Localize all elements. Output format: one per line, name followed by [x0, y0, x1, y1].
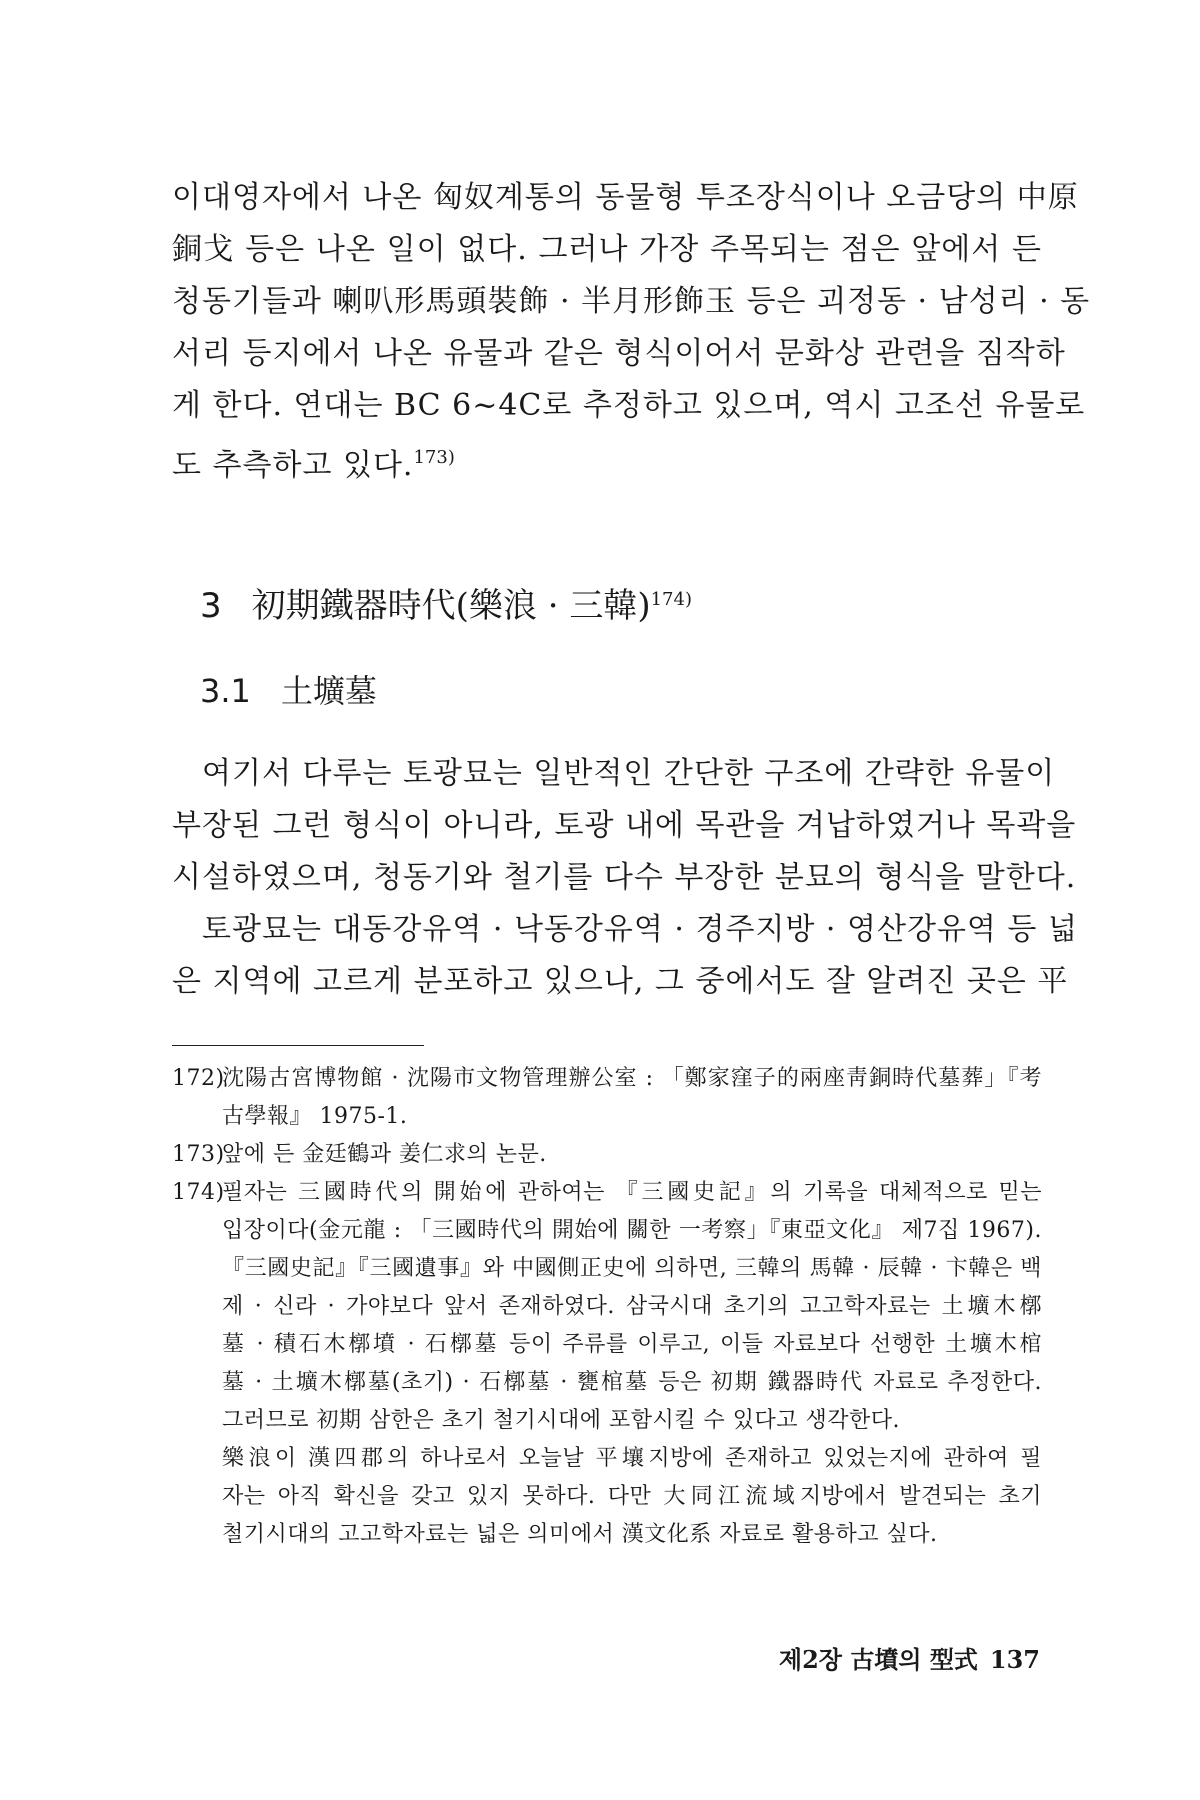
text-line: 서리 등지에서 나온 유물과 같은 형식이어서 문화상 관련을 짐작하: [172, 336, 1066, 371]
footer-chapter-title: 제2장 古墳의 型式: [778, 1645, 978, 1674]
footnote-line: 樂浪이 漢四郡의 하나로서 오늘날 平壤지방에 존재하고 있었는지에 관하여 필: [222, 1446, 1042, 1471]
footnote-line: 제 · 신라 · 가야보다 앞서 존재하였다. 삼국시대 초기의 고고학자료는 土壙木槨: [222, 1294, 1042, 1319]
footnote-line: 필자는 三國時代의 開始에 관하여는 『三國史記』의 기록을 대체적으로 믿는: [222, 1180, 1042, 1205]
footnote-ref-174[interactable]: 174): [650, 589, 692, 610]
text-line: 토광묘는 대동강유역 · 낙동강유역 · 경주지방 · 영산강유역 등 넓: [202, 912, 1078, 947]
text-line: 시설하였으며, 청동기와 철기를 다수 부장한 분묘의 형식을 말한다.: [172, 860, 1077, 895]
footnote-divider: [172, 1045, 424, 1046]
chapter-heading: [200, 578, 692, 627]
footnote-ref-173[interactable]: 173): [413, 447, 455, 468]
text-line: 게 한다. 연대는 BC 6~4C로 추정하고 있으며, 역시 고조선 유물로: [172, 388, 1086, 423]
text-line-content: 도 추측하고 있다.: [172, 448, 414, 483]
footnote-line: 입장이다(金元龍 : 「三國時代의 開始에 關한 一考察」『東亞文化』 제7집 1967).: [222, 1218, 1042, 1243]
footnote-body: [222, 1136, 1042, 1174]
section-heading: [200, 666, 377, 712]
footnote-line: 앞에 든 金廷鶴과 姜仁求의 논문.: [222, 1142, 547, 1167]
body-paragraph-1: [172, 172, 1091, 492]
footnote-line: 墓 · 積石木槨墳 · 石槨墓 등이 주류를 이루고, 이들 자료보다 선행한 土壙木棺: [222, 1332, 1042, 1357]
footnote-mark: 172): [172, 1066, 225, 1091]
body-paragraph-3: [172, 904, 1078, 1008]
text-line: 여기서 다루는 토광묘는 일반적인 간단한 구조에 간략한 유물이: [202, 756, 1056, 791]
body-paragraph-2: [172, 748, 1077, 904]
chapter-title: 初期鐵器時代(樂浪 · 三韓): [251, 586, 651, 626]
text-line: 부장된 그런 형식이 아니라, 토광 내에 목관을 겨납하였거나 목곽을: [172, 808, 1077, 843]
footnote-body: [222, 1060, 1042, 1136]
footnote-line: 古學報』 1975-1.: [222, 1104, 408, 1129]
footnotes: [172, 1060, 1042, 1554]
section-number: 3.1: [200, 672, 251, 710]
footnote-body: [222, 1174, 1042, 1554]
footnote-line: 철기시대의 고고학자료는 넓은 의미에서 漢文化系 자료로 활용하고 싶다.: [222, 1522, 938, 1547]
page-number: 137: [989, 1645, 1040, 1674]
footnote-line: 『三國史記』『三國遺事』와 中國側正史에 의하면, 三韓의 馬韓 · 辰韓 · 卞韓은 백: [222, 1256, 1042, 1281]
running-footer: [779, 1640, 1040, 1675]
footnote-172: [172, 1060, 1042, 1136]
footnote-mark: 173): [172, 1142, 225, 1167]
footnote-mark: 174): [172, 1180, 225, 1205]
footnote-line: 沈陽古宮博物館 · 沈陽市文物管理辦公室 : 「鄭家窪子的兩座靑銅時代墓葬」『考: [222, 1066, 1042, 1091]
text-line: 은 지역에 고르게 분포하고 있으나, 그 중에서도 잘 알려진 곳은 平: [172, 964, 1069, 999]
footnote-line: 그러므로 初期 삼한은 초기 철기시대에 포함시킬 수 있다고 생각한다.: [222, 1408, 900, 1433]
text-line: [172, 432, 1042, 492]
chapter-number: 3: [200, 586, 222, 626]
footnote-174: [172, 1174, 1042, 1554]
section-title: 土壙墓: [280, 672, 377, 710]
footnote-173: [172, 1136, 1042, 1174]
footnote-line: 자는 아직 확신을 갖고 있지 못하다. 다만 大同江流域지방에서 발견되는 초기: [222, 1484, 1042, 1509]
text-line: 청동기들과 喇叭形馬頭裝飾 · 半月形飾玉 등은 괴정동 · 남성리 · 동: [172, 284, 1091, 319]
text-line: 이대영자에서 나온 匈奴계통의 동물형 투조장식이나 오금당의 中原: [172, 180, 1079, 215]
text-line: 銅戈 등은 나온 일이 없다. 그러나 가장 주목되는 점은 앞에서 든: [172, 232, 1042, 267]
footnote-line: 墓 · 土壙木槨墓(초기) · 石槨墓 · 甕棺墓 등은 初期 鐵器時代 자료로 추정한다.: [222, 1370, 1042, 1395]
